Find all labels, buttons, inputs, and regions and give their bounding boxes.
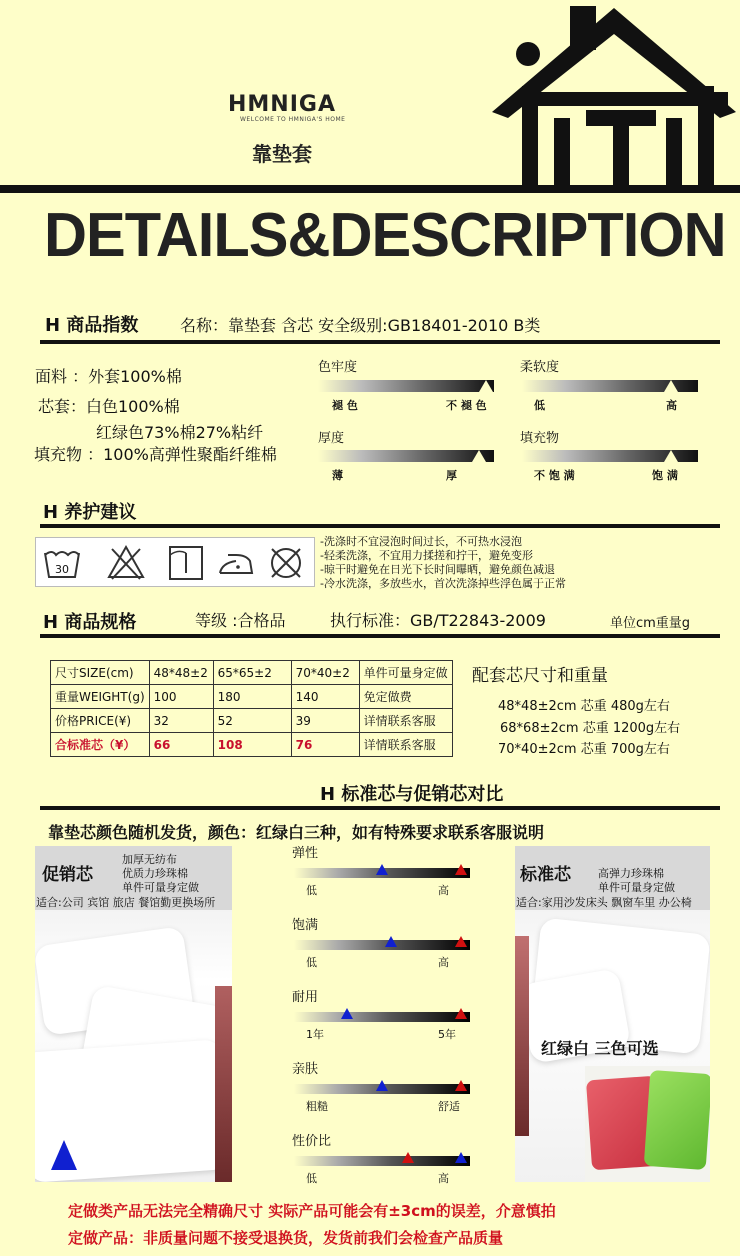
- promo-marker-icon: [385, 936, 397, 947]
- spec-table: [50, 660, 453, 757]
- metric-name: 性价比: [292, 1134, 332, 1149]
- metric-bar: [294, 1156, 470, 1166]
- section-rule: [40, 340, 720, 344]
- care-icons-panel: [35, 537, 315, 587]
- metric-low-label: 低: [306, 884, 317, 897]
- promo-feature: 加厚无纺布: [122, 853, 177, 866]
- section-rule: [40, 524, 720, 528]
- table-cell: 48*48±2: [149, 661, 213, 685]
- drip-dry-icon: [166, 543, 206, 583]
- care-tip: -轻柔洗涤，不宜用力揉搓和拧干，避免变形: [320, 549, 533, 562]
- metric-name: 亲肤: [292, 1062, 319, 1077]
- section-rule: [40, 806, 720, 810]
- bar-title-colorfast: 色牢度: [318, 360, 358, 375]
- metric-high-label: 5年: [438, 1028, 456, 1041]
- table-row: [51, 685, 453, 709]
- wash-temp: 30: [55, 563, 69, 576]
- metric-high-label: 高: [438, 1172, 449, 1185]
- bar-low-label: 薄: [332, 469, 343, 482]
- care-tip: -洗涤时不宜浸泡时间过长，不可热水浸泡: [320, 535, 522, 548]
- bar-title-thickness: 厚度: [318, 431, 345, 446]
- promo-feature: 单件可量身定做: [122, 881, 199, 894]
- header-divider: [0, 185, 740, 193]
- house-logo-icon: [488, 0, 740, 192]
- core-size: 48*48±2cm 芯重 480g左右: [498, 699, 670, 714]
- table-cell: 32: [149, 709, 213, 733]
- table-row: [51, 661, 453, 685]
- brand-tagline: WELCOME TO HMNIGA'S HOME: [240, 116, 346, 123]
- standard-feature: 单件可量身定做: [598, 881, 675, 894]
- filling-spec-2: 填充物 ：100%高弹性聚酯纤维棉: [34, 445, 277, 464]
- green-pillow: [644, 1070, 710, 1170]
- promo-marker-icon: [376, 1080, 388, 1091]
- filling-spec-1: 红绿色73%棉27%粘纤: [96, 423, 264, 442]
- core-size: 70*40±2cm 芯重 700g左右: [498, 742, 670, 757]
- metric-high-label: 高: [438, 884, 449, 897]
- standard-marker-icon: [455, 1008, 467, 1019]
- section-heading-spec: H 商品规格: [43, 612, 137, 633]
- blue-marker-icon: [51, 1140, 77, 1170]
- section-heading-compare: H 标准芯与促销芯对比: [320, 784, 504, 805]
- core-spec: 芯套：白色100%棉: [38, 397, 180, 416]
- table-cell: 66: [149, 733, 213, 757]
- care-tip: -冷水洗涤，多放些水，首次洗涤掉些浮色属于正常: [320, 577, 566, 590]
- table-cell: 100: [149, 685, 213, 709]
- bar-high-label: 厚: [446, 469, 457, 482]
- unit-note: 单位cm重量g: [610, 616, 691, 631]
- metric-high-label: 高: [438, 956, 449, 969]
- metric-bar: [294, 940, 470, 950]
- table-cell: 合标准芯（¥）: [51, 733, 150, 757]
- table-cell: 尺寸SIZE(cm): [51, 661, 150, 685]
- metric-low-label: 低: [306, 1172, 317, 1185]
- section-heading-care: H 养护建议: [43, 502, 137, 523]
- table-cell: 52: [213, 709, 291, 733]
- exec-standard: 执行标准：GB/T22843-2009: [330, 611, 546, 630]
- section-rule: [40, 634, 720, 638]
- bar-marker: [664, 380, 678, 392]
- standard-marker-icon: [455, 936, 467, 947]
- table-cell: 价格PRICE(¥): [51, 709, 150, 733]
- table-cell: 180: [213, 685, 291, 709]
- table-row: [51, 709, 453, 733]
- product-summary: 名称：靠垫套 含芯 安全级别:GB18401-2010 B类: [180, 316, 541, 335]
- metric-bar: [294, 1012, 470, 1022]
- table-cell: 免定做费: [359, 685, 452, 709]
- section-heading-index: H 商品指数: [45, 315, 139, 336]
- bar-high-label: 饱 满: [652, 469, 678, 482]
- grade: 等级 :合格品: [195, 611, 286, 630]
- table-cell: 39: [291, 709, 359, 733]
- bar-low-label: 低: [534, 399, 545, 412]
- table-row: [51, 733, 453, 757]
- wash-30-icon: [42, 543, 82, 583]
- bar-high-label: 不 褪 色: [446, 399, 487, 412]
- bar-low-label: 不 饱 满: [534, 469, 575, 482]
- care-tip: -晾干时避免在日光下长时间曝晒，避免颜色减退: [320, 563, 555, 576]
- bar-marker: [472, 450, 486, 462]
- table-cell: 70*40±2: [291, 661, 359, 685]
- fabric-spec: 面料 ：外套100%棉: [35, 367, 182, 386]
- promo-marker-icon: [341, 1008, 353, 1019]
- no-dry-clean-icon: [266, 543, 306, 583]
- table-cell: 140: [291, 685, 359, 709]
- metric-low-label: 低: [306, 956, 317, 969]
- standard-marker-icon: [455, 1080, 467, 1091]
- standard-feature: 高弹力珍珠棉: [598, 867, 664, 880]
- promo-marker-icon: [455, 1152, 467, 1163]
- promo-use: 适合:公司 宾馆 旅店 餐馆勤更换场所: [36, 896, 216, 909]
- product-name: 靠垫套: [252, 142, 312, 166]
- bar-thickness: [318, 450, 494, 462]
- bar-marker: [479, 380, 493, 392]
- core-title: 配套芯尺寸和重量: [472, 666, 608, 686]
- table-cell: 65*65±2: [213, 661, 291, 685]
- color-options: 红绿白 三色可选: [541, 1039, 659, 1058]
- table-cell: 108: [213, 733, 291, 757]
- standard-title: 标准芯: [520, 865, 571, 885]
- table-cell: 详情联系客服: [359, 733, 452, 757]
- metric-name: 耐用: [292, 990, 319, 1005]
- bar-low-label: 褪 色: [332, 399, 358, 412]
- core-size: 68*68±2cm 芯重 1200g左右: [500, 721, 681, 736]
- promo-title: 促销芯: [42, 865, 93, 885]
- bar-high-label: 高: [666, 399, 677, 412]
- table-cell: 单件可量身定做: [359, 661, 452, 685]
- bar-marker: [664, 450, 678, 462]
- table-cell: 重量WEIGHT(g): [51, 685, 150, 709]
- bar-title-filling: 填充物: [520, 431, 560, 446]
- metric-name: 弹性: [292, 846, 319, 861]
- table-cell: 76: [291, 733, 359, 757]
- metric-name: 饱满: [292, 918, 319, 933]
- metric-high-label: 舒适: [438, 1100, 460, 1113]
- brand-name: HMNIGA: [228, 92, 336, 117]
- bar-colorfast: [318, 380, 494, 392]
- standard-marker-icon: [402, 1152, 414, 1163]
- standard-use: 适合:家用沙发床头 飘窗车里 办公椅: [516, 896, 692, 909]
- promo-feature: 优质力珍珠棉: [122, 867, 188, 880]
- metric-low-label: 1年: [306, 1028, 324, 1041]
- promo-marker-icon: [376, 864, 388, 875]
- no-bleach-icon: [106, 543, 146, 583]
- standard-marker-icon: [455, 864, 467, 875]
- bar-title-softness: 柔软度: [520, 360, 560, 375]
- footer-note: 定做产品：非质量问题不接受退换货，发货前我们会检查产品质量: [68, 1229, 504, 1247]
- footer-note: 定做类产品无法完全精确尺寸 实际产品可能会有±3cm的误差，介意慎拍: [68, 1202, 556, 1220]
- table-cell: 详情联系客服: [359, 709, 452, 733]
- page-title: DETAILS&DESCRIPTION: [44, 201, 726, 270]
- iron-low-icon: [216, 543, 256, 583]
- metric-low-label: 粗糙: [306, 1100, 328, 1113]
- color-note: 靠垫芯颜色随机发货，颜色：红绿白三种，如有特殊要求联系客服说明: [48, 823, 545, 842]
